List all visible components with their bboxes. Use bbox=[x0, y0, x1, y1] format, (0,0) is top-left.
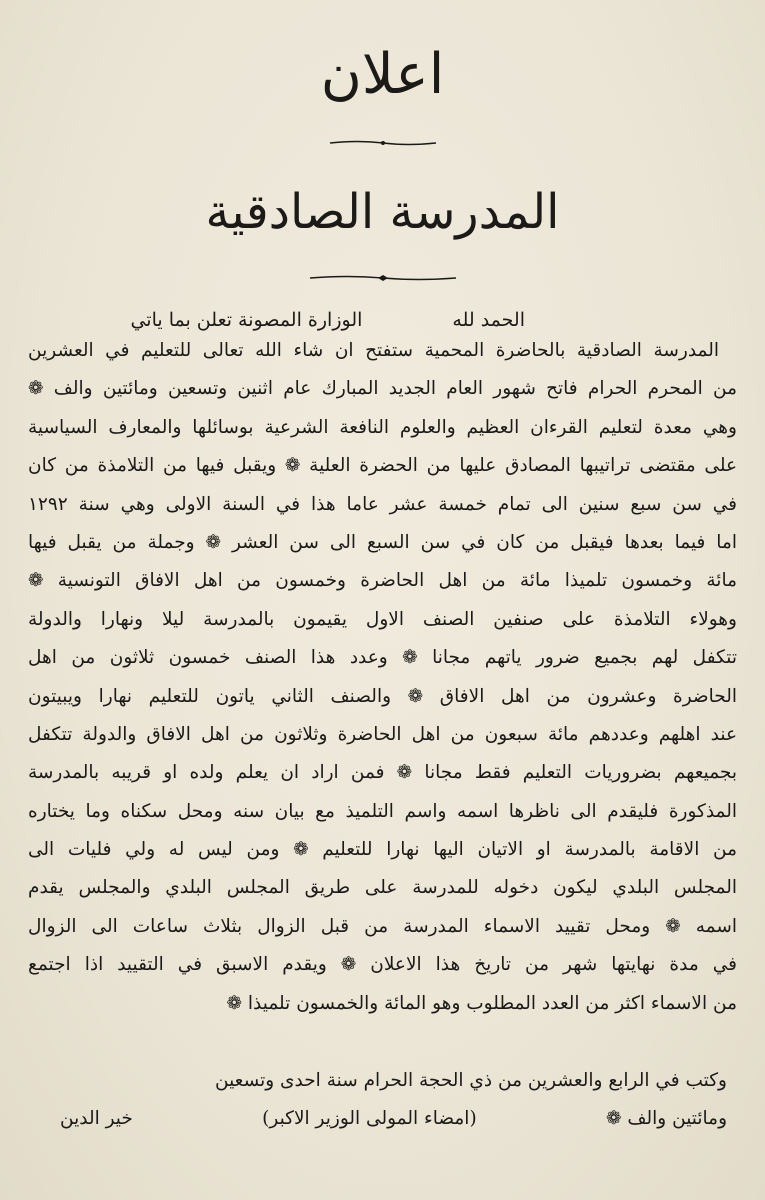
body-line: في سن سبع سنين الى تمام خمسة عشر عاما هذا في السنة الاولى وهي سنة ١٢٩٢ bbox=[28, 493, 737, 515]
body-line: المدرسة الصادقية بالحاضرة المحمية ستفتح ان شاء الله تعالى للتعليم في العشرين bbox=[28, 340, 719, 361]
signature-name: خير الدين bbox=[60, 1108, 133, 1129]
body-line: اما فيما بعدها فيقبل من كان في سن السبع الى سن العشر ❁ وجملة من يقبل فيها bbox=[28, 531, 737, 553]
body-line: في مدة نهايتها شهر من تاريخ هذا الاعلان ❁ ويقدم الاسبق في التقييد اذا اجتمع bbox=[28, 954, 737, 976]
body-line: وهولاء التلامذة على صنفين الصنف الاول يقيمون بالمدرسة ليلا ونهارا والدولة bbox=[28, 608, 737, 630]
closing-date bbox=[80, 1062, 727, 1100]
signature-row bbox=[60, 1100, 727, 1138]
body-line: تتكفل لهم بجميع ضرور ياتهم مجانا ❁ وعدد هذا الصنف خمسون ثلاثون من اهل bbox=[28, 647, 737, 669]
body-line: من الاقامة بالمدرسة او الاتيان اليها نهارا للتعليم ❁ ومن ليس له ولي فليات الى bbox=[28, 839, 737, 861]
body-line: على مقتضى تراتيبها المصادق عليها من الحضرة العلية ❁ ويقبل فيها من التلامذة من كان bbox=[28, 455, 737, 477]
closing-year: ومائتين والف ❁ bbox=[606, 1108, 727, 1129]
body-line: من المحرم الحرام فاتح شهور العام الجديد المبارك عام اثنين وتسعين ومائتين والف ❁ bbox=[28, 378, 737, 400]
announcement-title: اعلان bbox=[320, 42, 445, 107]
divider-ornament bbox=[308, 273, 458, 283]
body-line: بجميعهم بضروريات التعليم فقط مجانا ❁ فمن اراد ان يعلم ولده او قريبه بالمدرسة bbox=[28, 762, 737, 784]
announcement-body bbox=[28, 332, 737, 1023]
body-line: الحاضرة وعشرون من اهل الافاق ❁ والصنف الثاني ياتون للتعليم نهارا ويبيتون bbox=[28, 685, 737, 707]
intro-text: الوزارة المصونة تعلن بما ياتي bbox=[130, 309, 363, 331]
school-name: المدرسة الصادقية bbox=[205, 184, 560, 240]
signature-note: (امضاء المولى الوزير الاكبر) bbox=[262, 1108, 477, 1129]
body-line: وهي معدة لتعليم القرءان العظيم والعلوم النافعة الشرعية بوسائلها والمعارف السياسية bbox=[28, 416, 737, 438]
praise-text: الحمد لله bbox=[452, 309, 525, 331]
body-line: من الاسماء اكثر من العدد المطلوب وهو المائة والخمسون تلميذا ❁ bbox=[226, 992, 737, 1014]
body-line: المذكورة فليقدم الى ناظرها اسمه واسم التلميذ مع بيان سنه ومحل سكناه وما يختاره bbox=[28, 800, 737, 822]
body-line: اسمه ❁ ومحل تقييد الاسماء المدرسة من قبل الزوال بثلاث ساعات الى الزوال bbox=[28, 915, 737, 937]
body-line: المجلس البلدي ليكون دخوله للمدرسة على طريق المجلس البلدي والمجلس يقدم bbox=[28, 877, 737, 899]
closing-date-line: وكتب في الرابع والعشرين من ذي الحجة الحرام سنة احدى وتسعين bbox=[214, 1070, 727, 1091]
divider-ornament bbox=[328, 138, 438, 148]
body-line: عند اهلهم وعددهم مائة سبعون من اهل الحاضرة وثلاثون من اهل الافاق والدولة تتكفل bbox=[28, 723, 737, 745]
body-line: مائة وخمسون تلميذا مائة من اهل الحاضرة وخمسون من اهل الافاق التونسية ❁ bbox=[28, 570, 737, 592]
